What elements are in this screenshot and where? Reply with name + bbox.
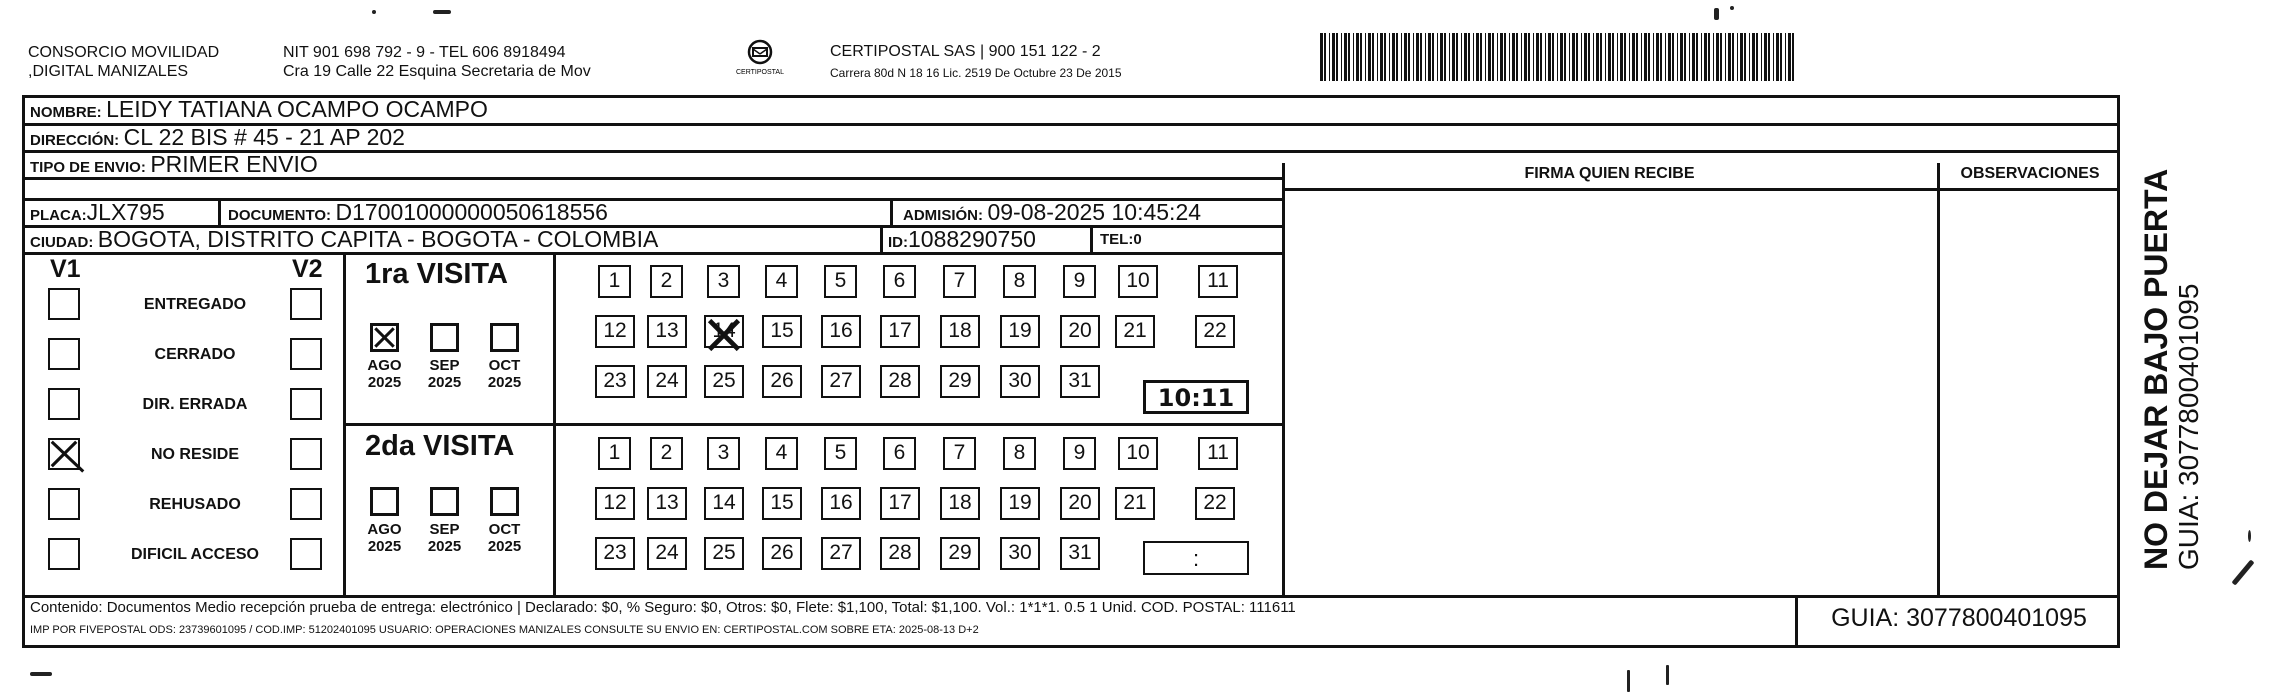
month-year: 2025 — [427, 374, 462, 391]
visit2-month-label — [477, 521, 532, 555]
visit1-day-8[interactable]: 8 — [1003, 265, 1036, 298]
admision-row — [903, 199, 1201, 226]
status-label: DIFICIL ACCESO — [130, 546, 259, 563]
visit2-day-31[interactable]: 31 — [1060, 537, 1100, 570]
status-label: REHUSADO — [149, 496, 241, 513]
nombre-label: NOMBRE: — [30, 104, 102, 121]
v2-checkbox[interactable] — [290, 488, 322, 520]
status-label: ENTREGADO — [143, 296, 247, 313]
address-line: Cra 19 Calle 22 Esquina Secretaria de Mov — [283, 63, 591, 80]
visit1-time: 10:11 — [1157, 384, 1235, 412]
visit2-day-5[interactable]: 5 — [824, 437, 857, 470]
month-name: OCT — [488, 521, 521, 538]
ciudad-value: BOGOTA, DISTRITO CAPITA - BOGOTA - COLOMBIA — [97, 226, 659, 252]
visit2-day-11[interactable]: 11 — [1198, 437, 1238, 470]
v2-checkbox[interactable] — [290, 288, 322, 320]
visit1-day-27[interactable]: 27 — [821, 365, 861, 398]
visit1-day-28[interactable]: 28 — [880, 365, 920, 398]
speck — [1627, 670, 1630, 692]
visit2-day-1[interactable]: 1 — [598, 437, 631, 470]
visit1-day-15[interactable]: 15 — [762, 315, 802, 348]
visit1-day-5[interactable]: 5 — [824, 265, 857, 298]
visit1-day-7[interactable]: 7 — [943, 265, 976, 298]
admision-label: ADMISIÓN: — [903, 207, 983, 224]
direccion-label: DIRECCIÓN: — [30, 132, 120, 149]
side-guia-text: GUIA: 3077800401095 — [2173, 283, 2204, 570]
documento-value: D17001000000050618556 — [335, 199, 608, 225]
v1-checkbox[interactable] — [48, 488, 80, 520]
status-label: NO RESIDE — [150, 446, 239, 463]
visit1-day-24[interactable]: 24 — [647, 365, 687, 398]
visit2-day-17[interactable]: 17 — [880, 487, 920, 520]
ciudad-label: CIUDAD: — [30, 234, 94, 251]
visit1-month-checkbox[interactable] — [490, 323, 519, 352]
visit1-title: 1ra VISITA — [365, 258, 508, 290]
visit2-day-15[interactable]: 15 — [762, 487, 802, 520]
visit2-month-checkbox[interactable] — [370, 487, 399, 516]
v1-header: V1 — [50, 255, 81, 283]
v1-checkbox[interactable] — [48, 288, 80, 320]
visit2-day-29[interactable]: 29 — [940, 537, 980, 570]
visit1-time-box[interactable] — [1143, 380, 1249, 414]
company-name — [28, 43, 219, 81]
v2-checkbox[interactable] — [290, 338, 322, 370]
visit1-day-31[interactable]: 31 — [1060, 365, 1100, 398]
month-year: 2025 — [487, 538, 522, 555]
visit1-month-label — [477, 357, 532, 391]
visit2-day-28[interactable]: 28 — [880, 537, 920, 570]
month-name: AGO — [367, 521, 402, 538]
barcode — [1320, 33, 1800, 81]
speck — [1730, 6, 1734, 10]
month-name: OCT — [488, 357, 521, 374]
visit2-day-26[interactable]: 26 — [762, 537, 802, 570]
id-label: ID: — [888, 234, 908, 251]
visit1-day-2[interactable]: 2 — [650, 265, 683, 298]
speck — [2231, 559, 2254, 585]
status-divider — [343, 252, 346, 595]
visit2-day-16[interactable]: 16 — [821, 487, 861, 520]
visit1-day-14[interactable]: 14 — [704, 315, 744, 348]
visit2-day-4[interactable]: 4 — [765, 437, 798, 470]
tipo-label: TIPO DE ENVIO: — [30, 159, 146, 176]
month-divider — [553, 252, 556, 595]
v2-checkbox[interactable] — [290, 538, 322, 570]
visit2-day-23[interactable]: 23 — [595, 537, 635, 570]
id-row — [888, 226, 1036, 253]
observaciones-header: OBSERVACIONES — [1960, 165, 2100, 182]
visit1-day-12[interactable]: 12 — [595, 315, 635, 348]
certipostal-line: CERTIPOSTAL SAS | 900 151 122 - 2 — [830, 43, 1101, 60]
month-name: AGO — [367, 357, 402, 374]
speck — [433, 10, 451, 14]
placa-row — [30, 199, 165, 226]
visit1-day-11[interactable]: 11 — [1198, 265, 1238, 298]
visit1-day-10[interactable]: 10 — [1118, 265, 1158, 298]
visit1-day-25[interactable]: 25 — [704, 365, 744, 398]
month-name: SEP — [429, 521, 460, 538]
v1-checkbox[interactable] — [48, 538, 80, 570]
visit1-day-4[interactable]: 4 — [765, 265, 798, 298]
documento-row — [228, 199, 608, 226]
documento-label: DOCUMENTO: — [228, 207, 332, 224]
direccion-row — [30, 124, 405, 151]
month-name: SEP — [429, 357, 460, 374]
visit1-day-20[interactable]: 20 — [1060, 315, 1100, 348]
tipo-row — [30, 151, 318, 178]
visit2-day-8[interactable]: 8 — [1003, 437, 1036, 470]
side-notice-text: NO DEJAR BAJO PUERTA — [2138, 168, 2174, 570]
id-value: 1088290750 — [908, 226, 1036, 252]
company-contact — [283, 43, 591, 81]
v2-header: V2 — [292, 255, 323, 283]
svg-text:CERTIPOSTAL: CERTIPOSTAL — [736, 69, 784, 76]
month-year: 2025 — [427, 538, 462, 555]
tel-value: 0 — [1133, 231, 1142, 248]
status-label: CERRADO — [154, 346, 236, 363]
visit1-day-23[interactable]: 23 — [595, 365, 635, 398]
visit1-day-29[interactable]: 29 — [940, 365, 980, 398]
visit1-day-17[interactable]: 17 — [880, 315, 920, 348]
visit1-month-label — [417, 357, 472, 391]
month-year: 2025 — [367, 538, 402, 555]
v2-checkbox[interactable] — [290, 388, 322, 420]
speck — [1666, 665, 1669, 685]
cell-divider — [218, 198, 221, 225]
visit1-day-19[interactable]: 19 — [1000, 315, 1040, 348]
visit1-day-22[interactable]: 22 — [1195, 315, 1235, 348]
certipostal-address: Carrera 80d N 18 16 Lic. 2519 De Octubre 23 De 2015 — [830, 66, 1122, 80]
speck — [1714, 8, 1719, 20]
cell-divider — [880, 225, 883, 252]
visit2-day-10[interactable]: 10 — [1118, 437, 1158, 470]
visit2-day-19[interactable]: 19 — [1000, 487, 1040, 520]
visit2-month-checkbox[interactable] — [430, 487, 459, 516]
visit2-day-14[interactable]: 14 — [704, 487, 744, 520]
visit1-day-21[interactable]: 21 — [1115, 315, 1155, 348]
visit2-day-20[interactable]: 20 — [1060, 487, 1100, 520]
visit2-day-2[interactable]: 2 — [650, 437, 683, 470]
status-label: DIR. ERRADA — [142, 396, 248, 413]
nombre-row — [30, 96, 488, 123]
visit2-day-27[interactable]: 27 — [821, 537, 861, 570]
cell-divider — [1090, 225, 1093, 252]
visit1-day-6[interactable]: 6 — [883, 265, 916, 298]
visit1-month-label — [357, 357, 412, 391]
ciudad-row — [30, 226, 658, 253]
visit1-day-16[interactable]: 16 — [821, 315, 861, 348]
visit2-day-3[interactable]: 3 — [707, 437, 740, 470]
footer-print-line: IMP POR FIVEPOSTAL ODS: 23739601095 / COD.IMP: 51202401095 USUARIO: OPERACIONES MANIZALES CONSULTE SU ENVIO EN: CERTIPOSTAL.COM SOBRE ETA: 2025-08-13 D+2 — [30, 624, 979, 636]
v1-checkbox[interactable] — [48, 338, 80, 370]
visit2-title: 2da VISITA — [365, 430, 515, 462]
visit2-day-13[interactable]: 13 — [647, 487, 687, 520]
visit1-day-30[interactable]: 30 — [1000, 365, 1040, 398]
v1-checkbox[interactable] — [48, 388, 80, 420]
side-notice — [2138, 50, 2204, 570]
visit2-time-box[interactable] — [1143, 541, 1249, 575]
visit1-day-18[interactable]: 18 — [940, 315, 980, 348]
visit1-day-3[interactable]: 3 — [707, 265, 740, 298]
placa-label: PLACA: — [30, 207, 87, 224]
visit1-day-26[interactable]: 26 — [762, 365, 802, 398]
signature-area[interactable] — [1285, 191, 1937, 595]
speck — [372, 10, 376, 14]
visit1-day-9[interactable]: 9 — [1063, 265, 1096, 298]
visit2-day-30[interactable]: 30 — [1000, 537, 1040, 570]
v1-checkbox[interactable] — [48, 438, 80, 470]
visit2-day-9[interactable]: 9 — [1063, 437, 1096, 470]
visit2-day-18[interactable]: 18 — [940, 487, 980, 520]
tel-label: TEL: — [1100, 231, 1134, 248]
visit2-month-label — [417, 521, 472, 555]
tipo-value: PRIMER ENVIO — [150, 151, 318, 177]
visit2-day-25[interactable]: 25 — [704, 537, 744, 570]
company-line-1: CONSORCIO MOVILIDAD — [28, 44, 220, 61]
month-year: 2025 — [367, 374, 402, 391]
visit2-month-label — [357, 521, 412, 555]
visit2-day-7[interactable]: 7 — [943, 437, 976, 470]
direccion-value: CL 22 BIS # 45 - 21 AP 202 — [123, 124, 405, 150]
footer-content-line: Contenido: Documentos Medio recepción prueba de entrega: electrónico | Declarado: $0, % Seguro: $0, Otros: $0, Flete: $1,100, Total: $1,100. Vol.: 1*1*1. 0.5 1 Unid. COD. POSTAL: 111611 — [30, 599, 1296, 616]
nit-line: NIT 901 698 792 - 9 - TEL 606 8918494 — [283, 44, 566, 61]
company-line-2: ,DIGITAL MANIZALES — [28, 63, 189, 80]
cell-divider — [890, 198, 893, 225]
nombre-value: LEIDY TATIANA OCAMPO OCAMPO — [106, 96, 488, 122]
tel-row — [1100, 231, 1142, 248]
observations-area[interactable] — [1940, 191, 2117, 595]
visit1-day-1[interactable]: 1 — [598, 265, 631, 298]
footer-guia: GUIA: 3077800401095 — [1831, 604, 2087, 632]
visit2-day-24[interactable]: 24 — [647, 537, 687, 570]
month-year: 2025 — [487, 374, 522, 391]
visit2-month-checkbox[interactable] — [490, 487, 519, 516]
visit2-day-6[interactable]: 6 — [883, 437, 916, 470]
visit2-day-12[interactable]: 12 — [595, 487, 635, 520]
visit2-day-22[interactable]: 22 — [1195, 487, 1235, 520]
speck — [2248, 530, 2251, 542]
visit-divider — [343, 423, 1282, 426]
visit2-day-21[interactable]: 21 — [1115, 487, 1155, 520]
v2-checkbox[interactable] — [290, 438, 322, 470]
visit1-month-checkbox[interactable] — [370, 323, 399, 352]
placa-value: JLX795 — [86, 199, 165, 225]
certipostal-logo — [725, 38, 795, 84]
firma-header: FIRMA QUIEN RECIBE — [1524, 165, 1695, 182]
footer-divider — [22, 595, 2120, 598]
visit1-month-checkbox[interactable] — [430, 323, 459, 352]
visit2-time: : — [1192, 546, 1200, 571]
admision-value: 09-08-2025 10:45:24 — [987, 199, 1202, 225]
speck — [30, 672, 52, 676]
visit1-day-13[interactable]: 13 — [647, 315, 687, 348]
